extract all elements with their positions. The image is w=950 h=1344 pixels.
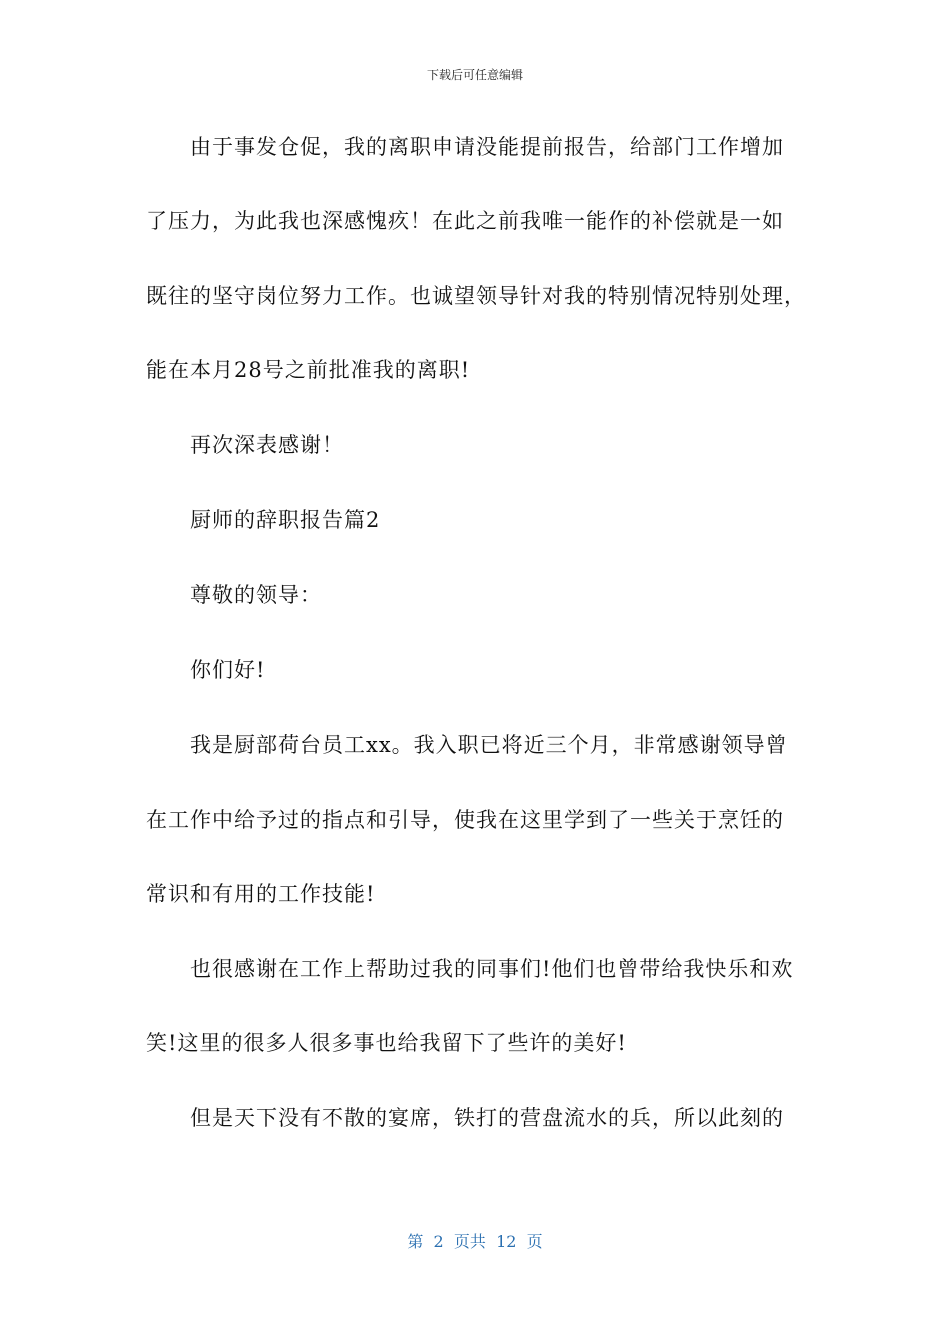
body-line-4: 能在本月28号之前批准我的离职! [146,358,471,382]
body-line-9: 我是厨部荷台员工xx。我入职已将近三个月，非常感谢领导曾 [190,733,788,757]
body-line-1: 由于事发仓促，我的离职申请没能提前报告，给部门工作增加 [190,135,784,159]
section-heading: 厨师的辞职报告篇2 [190,508,381,532]
header-note: 下载后可任意编辑 [426,68,523,82]
body-line-10: 在工作中给予过的指点和引导，使我在这里学到了一些关于烹饪的 [146,808,784,832]
body-line-12: 也很感谢在工作上帮助过我的同事们!他们也曾带给我快乐和欢 [190,957,794,981]
body-line-3: 既往的坚守岗位努力工作。也诚望领导针对我的特别情况特别处理， [146,284,806,308]
body-line-5: 再次深表感谢！ [190,433,344,457]
salutation: 尊敬的领导： [190,583,322,607]
greeting: 你们好! [190,658,266,682]
body-line-2: 了压力，为此我也深感愧疚！在此之前我唯一能作的补偿就是一如 [146,209,784,233]
body-line-11: 常识和有用的工作技能! [146,882,376,906]
page-number: 第 2 页共 12 页 [407,1232,543,1251]
body-line-14: 但是天下没有不散的宴席，铁打的营盘流水的兵，所以此刻的 [190,1106,784,1130]
body-line-13: 笑!这里的很多人很多事也给我留下了些许的美好! [146,1031,627,1055]
